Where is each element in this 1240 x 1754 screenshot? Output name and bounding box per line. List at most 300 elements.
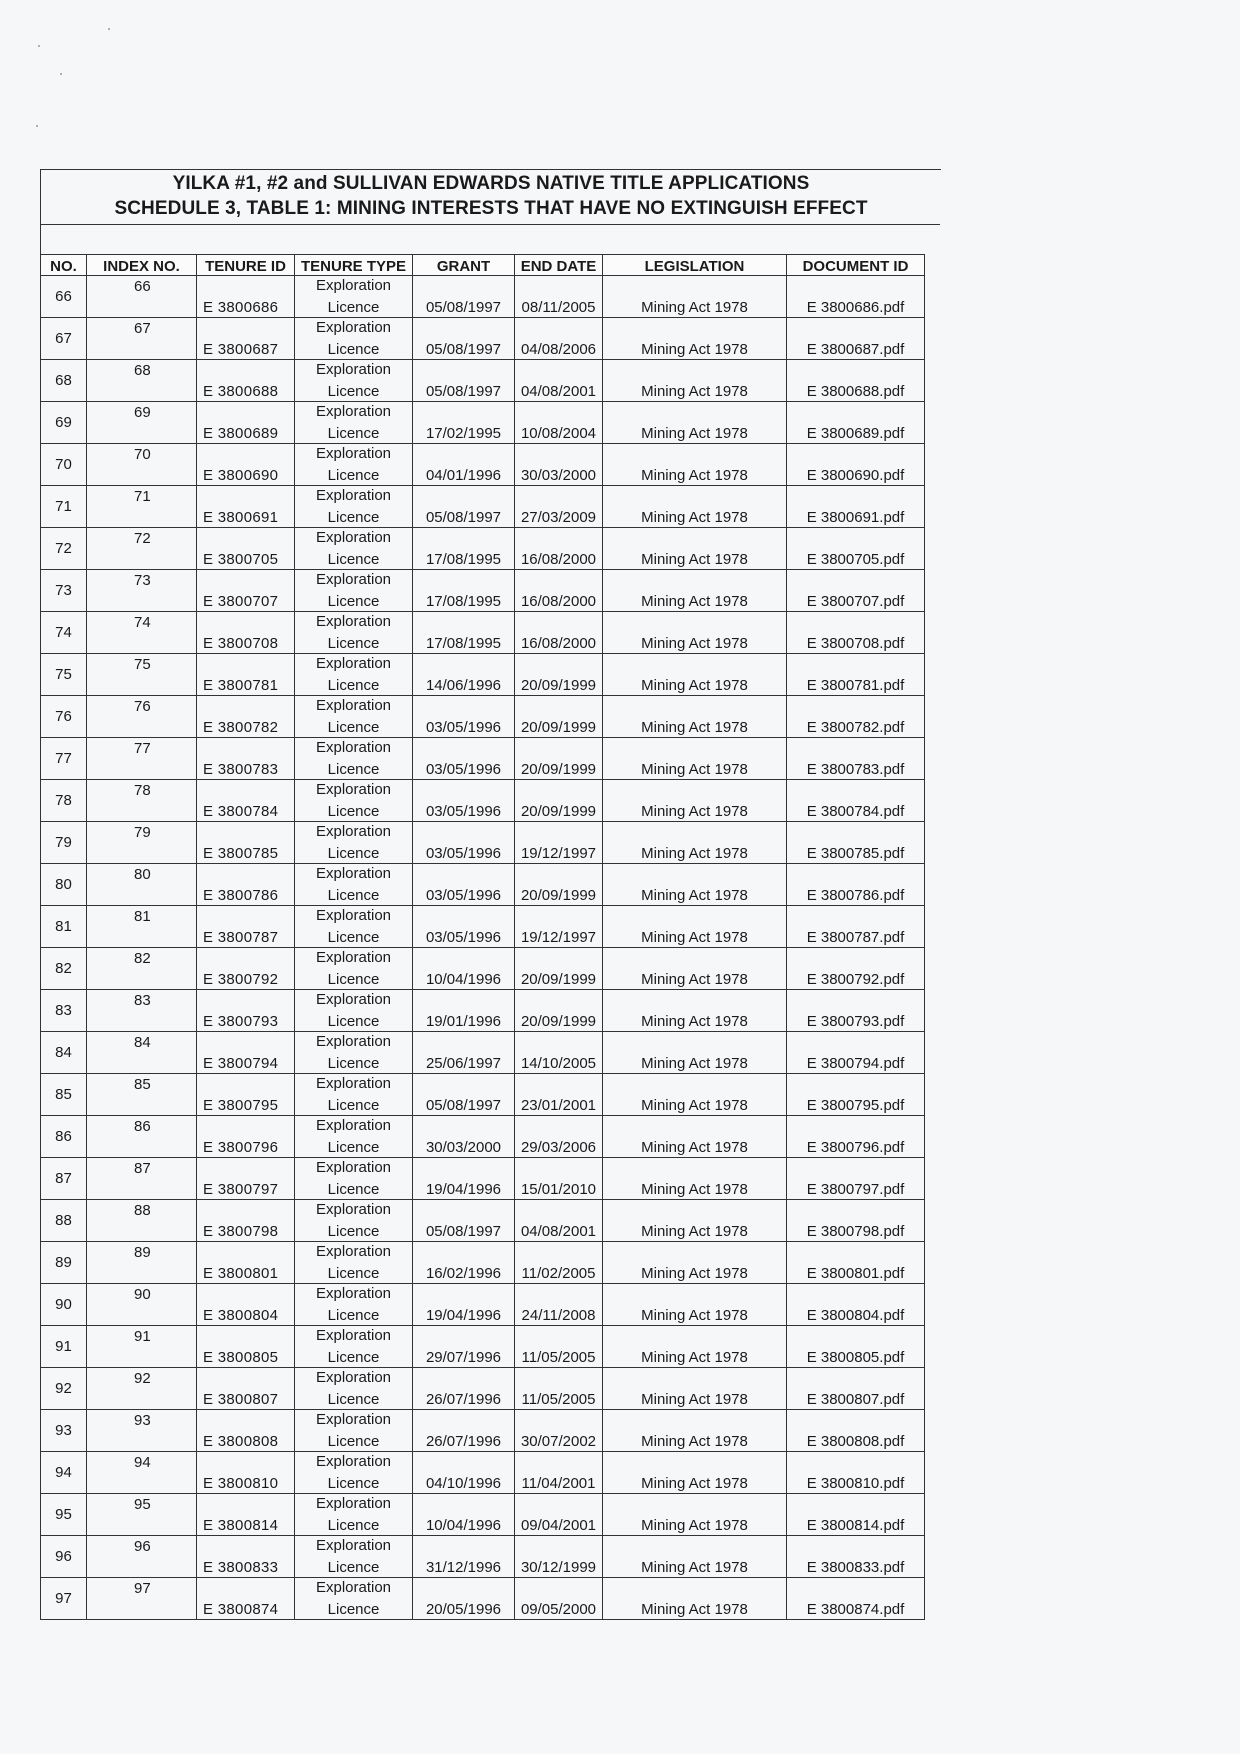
row-number: 90 bbox=[41, 1284, 87, 1326]
index-number: 78 bbox=[134, 782, 151, 799]
document-id-cell bbox=[787, 990, 925, 1032]
tenure-type-cell bbox=[295, 1116, 413, 1158]
grant-cell bbox=[413, 570, 515, 612]
end-date-cell bbox=[515, 1116, 603, 1158]
index-cell bbox=[87, 738, 197, 780]
grant-cell bbox=[413, 1410, 515, 1452]
tenure-type-line-2: Licence bbox=[327, 551, 380, 568]
grant-date: 03/05/1996 bbox=[425, 719, 502, 736]
end-date: 27/03/2009 bbox=[520, 509, 597, 526]
document-id: E 3800797.pdf bbox=[806, 1181, 905, 1198]
end-date-cell bbox=[515, 276, 603, 318]
row-number: 87 bbox=[41, 1158, 87, 1200]
tenure-id-cell bbox=[197, 990, 295, 1032]
end-date-cell bbox=[515, 696, 603, 738]
index-cell bbox=[87, 1116, 197, 1158]
index-cell bbox=[87, 1494, 197, 1536]
row-number: 70 bbox=[41, 444, 87, 486]
index-number: 92 bbox=[134, 1370, 151, 1387]
tenure-id: E 3800686 bbox=[203, 299, 279, 316]
row-number: 74 bbox=[41, 612, 87, 654]
end-date: 19/12/1997 bbox=[520, 845, 597, 862]
end-date-cell bbox=[515, 318, 603, 360]
index-cell bbox=[87, 486, 197, 528]
grant-cell bbox=[413, 1158, 515, 1200]
tenure-type-line-1: Exploration bbox=[315, 1243, 392, 1260]
index-number: 94 bbox=[134, 1454, 151, 1471]
end-date-cell bbox=[515, 444, 603, 486]
tenure-type-line-2: Licence bbox=[327, 1055, 380, 1072]
end-date: 14/10/2005 bbox=[520, 1055, 597, 1072]
table-row bbox=[41, 1284, 925, 1326]
tenure-id: E 3800786 bbox=[203, 887, 279, 904]
tenure-id-cell bbox=[197, 1158, 295, 1200]
document-id-cell bbox=[787, 276, 925, 318]
document-id: E 3800798.pdf bbox=[806, 1223, 905, 1240]
index-number: 95 bbox=[134, 1496, 151, 1513]
legislation-cell bbox=[603, 1200, 787, 1242]
grant-date: 03/05/1996 bbox=[425, 929, 502, 946]
tenure-type-line-2: Licence bbox=[327, 1349, 380, 1366]
index-number: 85 bbox=[134, 1076, 151, 1093]
tenure-id-cell bbox=[197, 402, 295, 444]
document-id-cell bbox=[787, 822, 925, 864]
row-number: 93 bbox=[41, 1410, 87, 1452]
legislation-cell bbox=[603, 822, 787, 864]
document-id: E 3800804.pdf bbox=[806, 1307, 905, 1324]
document-id-cell bbox=[787, 948, 925, 990]
row-number: 77 bbox=[41, 738, 87, 780]
document-id: E 3800874.pdf bbox=[806, 1601, 905, 1618]
grant-date: 04/01/1996 bbox=[425, 467, 502, 484]
end-date: 20/09/1999 bbox=[520, 887, 597, 904]
document-id: E 3800805.pdf bbox=[806, 1349, 905, 1366]
tenure-type-line-1: Exploration bbox=[315, 1285, 392, 1302]
tenure-type-cell bbox=[295, 612, 413, 654]
legislation: Mining Act 1978 bbox=[641, 1391, 748, 1408]
legislation: Mining Act 1978 bbox=[641, 1013, 748, 1030]
index-cell bbox=[87, 822, 197, 864]
legislation-cell bbox=[603, 1074, 787, 1116]
tenure-type-line-1: Exploration bbox=[315, 319, 392, 336]
legislation: Mining Act 1978 bbox=[641, 341, 748, 358]
tenure-type-line-1: Exploration bbox=[315, 823, 392, 840]
legislation-cell bbox=[603, 612, 787, 654]
grant-date: 19/04/1996 bbox=[425, 1307, 502, 1324]
tenure-type-line-2: Licence bbox=[327, 1307, 380, 1324]
index-cell bbox=[87, 1158, 197, 1200]
legislation-cell bbox=[603, 528, 787, 570]
tenure-id: E 3800792 bbox=[203, 971, 279, 988]
legislation: Mining Act 1978 bbox=[641, 1181, 748, 1198]
title-divider bbox=[40, 224, 940, 225]
tenure-id-cell bbox=[197, 1242, 295, 1284]
end-date: 16/08/2000 bbox=[520, 635, 597, 652]
grant-date: 05/08/1997 bbox=[425, 1097, 502, 1114]
tenure-id: E 3800707 bbox=[203, 593, 279, 610]
grant-cell bbox=[413, 654, 515, 696]
legislation: Mining Act 1978 bbox=[641, 971, 748, 988]
grant-cell bbox=[413, 1326, 515, 1368]
end-date-cell bbox=[515, 990, 603, 1032]
end-date: 30/07/2002 bbox=[520, 1433, 597, 1450]
grant-cell bbox=[413, 444, 515, 486]
tenure-type-line-1: Exploration bbox=[315, 1453, 392, 1470]
index-number: 88 bbox=[134, 1202, 151, 1219]
tenure-id: E 3800808 bbox=[203, 1433, 279, 1450]
tenure-id-cell bbox=[197, 1200, 295, 1242]
document-id: E 3800785.pdf bbox=[806, 845, 905, 862]
index-cell bbox=[87, 1200, 197, 1242]
tenure-id-cell bbox=[197, 360, 295, 402]
end-date: 09/04/2001 bbox=[520, 1517, 597, 1534]
index-cell bbox=[87, 1074, 197, 1116]
table-body bbox=[41, 276, 925, 1620]
tenure-type-line-2: Licence bbox=[327, 761, 380, 778]
row-number: 75 bbox=[41, 654, 87, 696]
legislation: Mining Act 1978 bbox=[641, 677, 748, 694]
table-row bbox=[41, 318, 925, 360]
document-id-cell bbox=[787, 402, 925, 444]
end-date: 04/08/2006 bbox=[520, 341, 597, 358]
grant-date: 05/08/1997 bbox=[425, 1223, 502, 1240]
legislation-cell bbox=[603, 1494, 787, 1536]
document-id: E 3800784.pdf bbox=[806, 803, 905, 820]
end-date: 20/09/1999 bbox=[520, 971, 597, 988]
grant-date: 20/05/1996 bbox=[425, 1601, 502, 1618]
grant-cell bbox=[413, 738, 515, 780]
scan-speck bbox=[36, 125, 38, 127]
tenure-id-cell bbox=[197, 1368, 295, 1410]
end-date-cell bbox=[515, 528, 603, 570]
grant-cell bbox=[413, 822, 515, 864]
index-number: 66 bbox=[134, 278, 151, 295]
tenure-type-line-2: Licence bbox=[327, 803, 380, 820]
tenure-type-line-2: Licence bbox=[327, 509, 380, 526]
grant-cell bbox=[413, 1116, 515, 1158]
tenure-type-line-2: Licence bbox=[327, 719, 380, 736]
index-number: 79 bbox=[134, 824, 151, 841]
legislation: Mining Act 1978 bbox=[641, 887, 748, 904]
document-id: E 3800708.pdf bbox=[806, 635, 905, 652]
tenure-type-line-2: Licence bbox=[327, 929, 380, 946]
tenure-id: E 3800689 bbox=[203, 425, 279, 442]
legislation: Mining Act 1978 bbox=[641, 1517, 748, 1534]
document-id-cell bbox=[787, 1410, 925, 1452]
index-number: 89 bbox=[134, 1244, 151, 1261]
legislation: Mining Act 1978 bbox=[641, 761, 748, 778]
tenure-id-cell bbox=[197, 696, 295, 738]
index-number: 91 bbox=[134, 1328, 151, 1345]
tenure-id: E 3800804 bbox=[203, 1307, 279, 1324]
tenure-type-line-1: Exploration bbox=[315, 445, 392, 462]
tenure-type-cell bbox=[295, 1578, 413, 1620]
tenure-type-cell bbox=[295, 1074, 413, 1116]
table-row bbox=[41, 990, 925, 1032]
grant-date: 05/08/1997 bbox=[425, 509, 502, 526]
row-number: 69 bbox=[41, 402, 87, 444]
tenure-type-cell bbox=[295, 1494, 413, 1536]
row-number: 71 bbox=[41, 486, 87, 528]
end-date-cell bbox=[515, 864, 603, 906]
scan-speck bbox=[38, 45, 40, 47]
tenure-type-cell bbox=[295, 696, 413, 738]
tenure-id: E 3800796 bbox=[203, 1139, 279, 1156]
document-id: E 3800689.pdf bbox=[806, 425, 905, 442]
tenure-id: E 3800787 bbox=[203, 929, 279, 946]
tenure-id: E 3800798 bbox=[203, 1223, 279, 1240]
row-number: 79 bbox=[41, 822, 87, 864]
tenure-type-line-2: Licence bbox=[327, 1433, 380, 1450]
row-number: 72 bbox=[41, 528, 87, 570]
legislation: Mining Act 1978 bbox=[641, 1307, 748, 1324]
document-id-cell bbox=[787, 906, 925, 948]
header-grant: GRANT bbox=[413, 255, 515, 276]
grant-date: 04/10/1996 bbox=[425, 1475, 502, 1492]
grant-date: 31/12/1996 bbox=[425, 1559, 502, 1576]
legislation: Mining Act 1978 bbox=[641, 1055, 748, 1072]
legislation: Mining Act 1978 bbox=[641, 1223, 748, 1240]
table-row bbox=[41, 1242, 925, 1284]
tenure-type-cell bbox=[295, 318, 413, 360]
end-date: 10/08/2004 bbox=[520, 425, 597, 442]
scan-speck bbox=[60, 73, 62, 75]
grant-cell bbox=[413, 360, 515, 402]
index-cell bbox=[87, 402, 197, 444]
tenure-type-line-2: Licence bbox=[327, 971, 380, 988]
tenure-id-cell bbox=[197, 1452, 295, 1494]
index-cell bbox=[87, 1368, 197, 1410]
end-date: 20/09/1999 bbox=[520, 803, 597, 820]
document-id: E 3800795.pdf bbox=[806, 1097, 905, 1114]
tenure-type-cell bbox=[295, 1410, 413, 1452]
table-row bbox=[41, 696, 925, 738]
legislation-cell bbox=[603, 948, 787, 990]
end-date-cell bbox=[515, 654, 603, 696]
grant-cell bbox=[413, 612, 515, 654]
legislation-cell bbox=[603, 906, 787, 948]
index-number: 87 bbox=[134, 1160, 151, 1177]
grant-date: 03/05/1996 bbox=[425, 803, 502, 820]
row-number: 85 bbox=[41, 1074, 87, 1116]
legislation-cell bbox=[603, 1326, 787, 1368]
document-id-cell bbox=[787, 1158, 925, 1200]
tenure-id-cell bbox=[197, 1032, 295, 1074]
end-date-cell bbox=[515, 402, 603, 444]
legislation-cell bbox=[603, 1116, 787, 1158]
document-id-cell bbox=[787, 444, 925, 486]
document-id: E 3800705.pdf bbox=[806, 551, 905, 568]
legislation-cell bbox=[603, 444, 787, 486]
tenure-type-cell bbox=[295, 1368, 413, 1410]
legislation-cell bbox=[603, 276, 787, 318]
end-date: 20/09/1999 bbox=[520, 1013, 597, 1030]
grant-cell bbox=[413, 1494, 515, 1536]
row-number: 91 bbox=[41, 1326, 87, 1368]
row-number: 83 bbox=[41, 990, 87, 1032]
index-number: 72 bbox=[134, 530, 151, 547]
grant-date: 19/04/1996 bbox=[425, 1181, 502, 1198]
tenure-type-line-2: Licence bbox=[327, 635, 380, 652]
end-date-cell bbox=[515, 1242, 603, 1284]
grant-cell bbox=[413, 864, 515, 906]
table-row bbox=[41, 948, 925, 990]
document-id-cell bbox=[787, 318, 925, 360]
tenure-type-line-2: Licence bbox=[327, 299, 380, 316]
tenure-type-line-2: Licence bbox=[327, 1475, 380, 1492]
tenure-type-line-1: Exploration bbox=[315, 361, 392, 378]
legislation-cell bbox=[603, 318, 787, 360]
index-cell bbox=[87, 864, 197, 906]
end-date: 20/09/1999 bbox=[520, 677, 597, 694]
tenure-id-cell bbox=[197, 948, 295, 990]
end-date: 09/05/2000 bbox=[520, 1601, 597, 1618]
document-id: E 3800794.pdf bbox=[806, 1055, 905, 1072]
tenure-id: E 3800708 bbox=[203, 635, 279, 652]
legislation: Mining Act 1978 bbox=[641, 467, 748, 484]
legislation-cell bbox=[603, 1284, 787, 1326]
document-id-cell bbox=[787, 1074, 925, 1116]
index-number: 93 bbox=[134, 1412, 151, 1429]
document-id: E 3800786.pdf bbox=[806, 887, 905, 904]
table-row bbox=[41, 1032, 925, 1074]
grant-date: 05/08/1997 bbox=[425, 299, 502, 316]
legislation: Mining Act 1978 bbox=[641, 1559, 748, 1576]
tenure-type-line-2: Licence bbox=[327, 1013, 380, 1030]
end-date: 16/08/2000 bbox=[520, 593, 597, 610]
grant-date: 29/07/1996 bbox=[425, 1349, 502, 1366]
grant-cell bbox=[413, 1074, 515, 1116]
document-id-cell bbox=[787, 1494, 925, 1536]
grant-date: 17/08/1995 bbox=[425, 551, 502, 568]
index-cell bbox=[87, 990, 197, 1032]
grant-date: 03/05/1996 bbox=[425, 761, 502, 778]
tenure-type-line-1: Exploration bbox=[315, 697, 392, 714]
tenure-id-cell bbox=[197, 1116, 295, 1158]
tenure-type-line-2: Licence bbox=[327, 677, 380, 694]
legislation: Mining Act 1978 bbox=[641, 803, 748, 820]
document-id-cell bbox=[787, 696, 925, 738]
tenure-type-line-1: Exploration bbox=[315, 655, 392, 672]
tenure-type-line-2: Licence bbox=[327, 1139, 380, 1156]
table-row bbox=[41, 1494, 925, 1536]
document-id: E 3800810.pdf bbox=[806, 1475, 905, 1492]
document-id-cell bbox=[787, 360, 925, 402]
tenure-id-cell bbox=[197, 780, 295, 822]
table-row bbox=[41, 780, 925, 822]
document-id-cell bbox=[787, 1032, 925, 1074]
tenure-type-cell bbox=[295, 1536, 413, 1578]
table-row bbox=[41, 1410, 925, 1452]
end-date: 11/04/2001 bbox=[521, 1475, 596, 1492]
tenure-id-cell bbox=[197, 1074, 295, 1116]
document-id-cell bbox=[787, 1284, 925, 1326]
legislation: Mining Act 1978 bbox=[641, 299, 748, 316]
row-number: 73 bbox=[41, 570, 87, 612]
end-date-cell bbox=[515, 1158, 603, 1200]
end-date-cell bbox=[515, 1368, 603, 1410]
document-id: E 3800808.pdf bbox=[806, 1433, 905, 1450]
tenure-type-line-2: Licence bbox=[327, 1223, 380, 1240]
legislation-cell bbox=[603, 696, 787, 738]
row-number: 81 bbox=[41, 906, 87, 948]
end-date: 04/08/2001 bbox=[520, 1223, 597, 1240]
end-date-cell bbox=[515, 1578, 603, 1620]
index-cell bbox=[87, 444, 197, 486]
tenure-type-line-2: Licence bbox=[327, 1265, 380, 1282]
tenure-id: E 3800705 bbox=[203, 551, 279, 568]
tenure-type-cell bbox=[295, 1032, 413, 1074]
tenure-type-line-1: Exploration bbox=[315, 1327, 392, 1344]
tenure-id-cell bbox=[197, 864, 295, 906]
legislation: Mining Act 1978 bbox=[641, 1349, 748, 1366]
tenure-type-line-1: Exploration bbox=[315, 1075, 392, 1092]
legislation-cell bbox=[603, 402, 787, 444]
tenure-type-cell bbox=[295, 990, 413, 1032]
index-number: 67 bbox=[134, 320, 151, 337]
end-date-cell bbox=[515, 486, 603, 528]
tenure-type-cell bbox=[295, 864, 413, 906]
end-date-cell bbox=[515, 948, 603, 990]
end-date: 08/11/2005 bbox=[521, 299, 596, 316]
tenure-type-line-2: Licence bbox=[327, 1559, 380, 1576]
legislation-cell bbox=[603, 1536, 787, 1578]
tenure-type-line-1: Exploration bbox=[315, 907, 392, 924]
tenure-id-cell bbox=[197, 486, 295, 528]
row-number: 78 bbox=[41, 780, 87, 822]
row-number: 82 bbox=[41, 948, 87, 990]
tenure-id: E 3800690 bbox=[203, 467, 279, 484]
table-row bbox=[41, 1326, 925, 1368]
tenure-type-line-1: Exploration bbox=[315, 781, 392, 798]
tenure-id: E 3800784 bbox=[203, 803, 279, 820]
end-date: 11/02/2005 bbox=[521, 1265, 596, 1282]
legislation: Mining Act 1978 bbox=[641, 1601, 748, 1618]
index-cell bbox=[87, 1032, 197, 1074]
table-row bbox=[41, 1452, 925, 1494]
document-id: E 3800686.pdf bbox=[806, 299, 905, 316]
grant-cell bbox=[413, 528, 515, 570]
table-row bbox=[41, 738, 925, 780]
document-title-block bbox=[40, 169, 941, 224]
tenure-type-line-2: Licence bbox=[327, 1601, 380, 1618]
tenure-type-line-1: Exploration bbox=[315, 403, 392, 420]
index-number: 73 bbox=[134, 572, 151, 589]
document-id: E 3800688.pdf bbox=[806, 383, 905, 400]
grant-date: 10/04/1996 bbox=[425, 1517, 502, 1534]
table-row bbox=[41, 1536, 925, 1578]
row-number: 94 bbox=[41, 1452, 87, 1494]
table-row bbox=[41, 1578, 925, 1620]
end-date: 11/05/2005 bbox=[521, 1349, 596, 1366]
grant-cell bbox=[413, 318, 515, 360]
table-row bbox=[41, 1158, 925, 1200]
end-date: 20/09/1999 bbox=[520, 761, 597, 778]
index-number: 86 bbox=[134, 1118, 151, 1135]
end-date: 30/12/1999 bbox=[520, 1559, 597, 1576]
grant-date: 05/08/1997 bbox=[425, 383, 502, 400]
legislation-cell bbox=[603, 864, 787, 906]
legislation-cell bbox=[603, 654, 787, 696]
legislation-cell bbox=[603, 1368, 787, 1410]
tenure-type-cell bbox=[295, 570, 413, 612]
document-id: E 3800796.pdf bbox=[806, 1139, 905, 1156]
document-id-cell bbox=[787, 486, 925, 528]
tenure-id: E 3800810 bbox=[203, 1475, 279, 1492]
table-row bbox=[41, 1368, 925, 1410]
grant-cell bbox=[413, 402, 515, 444]
grant-date: 03/05/1996 bbox=[425, 845, 502, 862]
